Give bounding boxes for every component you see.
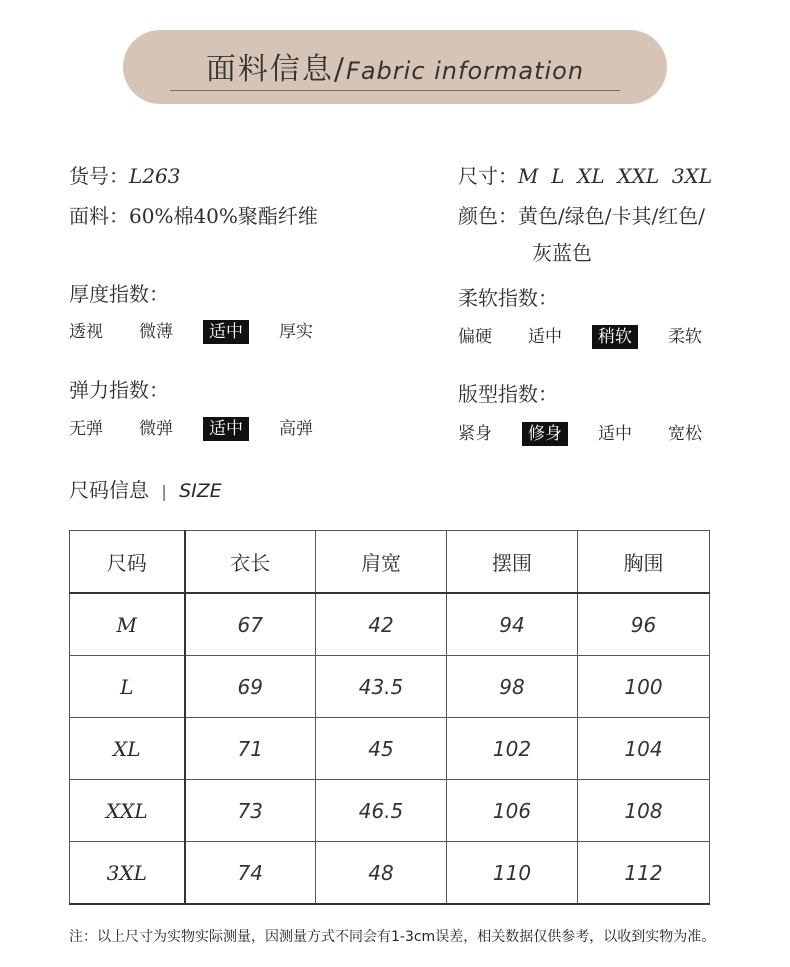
title-en: Fabric information bbox=[346, 57, 585, 85]
table-cell: 100 bbox=[578, 656, 710, 718]
header-cell: 摆围 bbox=[447, 531, 578, 594]
table-cell: 96 bbox=[578, 593, 710, 656]
fit-option: 适中 bbox=[598, 424, 632, 444]
size-row bbox=[458, 160, 712, 189]
table-cell: 74 bbox=[185, 842, 316, 905]
softness-option: 柔软 bbox=[668, 327, 702, 347]
size-info-title-cn: 尺码信息 bbox=[69, 478, 149, 502]
size-cell: L bbox=[70, 656, 185, 718]
header-cell: 胸围 bbox=[578, 531, 710, 594]
table-cell: 69 bbox=[185, 656, 316, 718]
header-cell: 肩宽 bbox=[316, 531, 447, 594]
softness-scale bbox=[452, 325, 732, 349]
size-cell: XL bbox=[70, 718, 185, 780]
color-row bbox=[458, 200, 705, 229]
title-cn: 面料信息 bbox=[205, 52, 334, 87]
thickness-option: 微薄 bbox=[139, 322, 173, 342]
size-table bbox=[69, 530, 710, 905]
size-value: M L XL XXL 3XL bbox=[518, 164, 713, 188]
softness-option: 偏硬 bbox=[458, 327, 492, 347]
softness-title: 柔软指数： bbox=[458, 286, 558, 310]
fit-scale bbox=[452, 422, 732, 446]
elasticity-option: 高弹 bbox=[279, 419, 313, 439]
table-cell: 104 bbox=[578, 718, 710, 780]
table-cell: 42 bbox=[316, 593, 447, 656]
table-row bbox=[70, 780, 710, 842]
footnote: 注：以上尺寸为实物实际测量，因测量方式不同会有1-3cm误差，相关数据仅供参考，以收到实物为准。 bbox=[69, 929, 716, 945]
table-cell: 106 bbox=[447, 780, 578, 842]
size-info-heading bbox=[69, 474, 222, 503]
fit-option: 修身 bbox=[522, 422, 568, 446]
size-cell: XXL bbox=[70, 780, 185, 842]
table-cell: 94 bbox=[447, 593, 578, 656]
thickness-option: 适中 bbox=[203, 320, 249, 344]
color-label: 颜色： bbox=[458, 204, 518, 228]
color-value-line2: 灰蓝色 bbox=[532, 241, 592, 265]
table-row bbox=[70, 718, 710, 780]
fit-option: 宽松 bbox=[668, 424, 702, 444]
sku-label: 货号： bbox=[69, 164, 129, 188]
table-cell: 48 bbox=[316, 842, 447, 905]
table-cell: 45 bbox=[316, 718, 447, 780]
elasticity-option: 微弹 bbox=[139, 419, 173, 439]
elasticity-scale bbox=[63, 417, 343, 441]
elasticity-option: 无弹 bbox=[69, 419, 103, 439]
thickness-title: 厚度指数： bbox=[69, 282, 169, 306]
table-cell: 73 bbox=[185, 780, 316, 842]
size-info-divider: | bbox=[161, 482, 167, 501]
table-row bbox=[70, 842, 710, 905]
fabric-row bbox=[69, 200, 318, 229]
thickness-scale bbox=[63, 320, 343, 344]
table-header-row bbox=[70, 531, 710, 594]
table-cell: 102 bbox=[447, 718, 578, 780]
size-cell: 3XL bbox=[70, 842, 185, 905]
header-cell: 尺码 bbox=[70, 531, 185, 594]
page-title bbox=[123, 44, 667, 88]
color-value-line1: 黄色/绿色/卡其/红色/ bbox=[518, 204, 705, 228]
table-cell: 71 bbox=[185, 718, 316, 780]
table-cell: 46.5 bbox=[316, 780, 447, 842]
fit-title: 版型指数： bbox=[458, 382, 558, 406]
softness-option: 稍软 bbox=[592, 325, 638, 349]
size-cell: M bbox=[70, 593, 185, 656]
table-cell: 43.5 bbox=[316, 656, 447, 718]
table-cell: 98 bbox=[447, 656, 578, 718]
table-row bbox=[70, 593, 710, 656]
table-cell: 108 bbox=[578, 780, 710, 842]
header-underline bbox=[170, 90, 620, 91]
sku-row bbox=[69, 160, 180, 189]
table-cell: 67 bbox=[185, 593, 316, 656]
fabric-label: 面料： bbox=[69, 204, 129, 228]
elasticity-title: 弹力指数： bbox=[69, 378, 169, 402]
fit-option: 紧身 bbox=[458, 424, 492, 444]
sku-value: L263 bbox=[129, 164, 181, 188]
thickness-option: 透视 bbox=[69, 322, 103, 342]
size-label: 尺寸： bbox=[458, 164, 518, 188]
fabric-value: 60%棉40%聚酯纤维 bbox=[129, 204, 318, 228]
thickness-option: 厚实 bbox=[279, 322, 313, 342]
table-row bbox=[70, 656, 710, 718]
size-info-title-en: SIZE bbox=[179, 480, 222, 502]
elasticity-option: 适中 bbox=[203, 417, 249, 441]
table-cell: 110 bbox=[447, 842, 578, 905]
header-cell: 衣长 bbox=[185, 531, 316, 594]
title-separator: / bbox=[333, 52, 347, 87]
softness-option: 适中 bbox=[528, 327, 562, 347]
table-cell: 112 bbox=[578, 842, 710, 905]
